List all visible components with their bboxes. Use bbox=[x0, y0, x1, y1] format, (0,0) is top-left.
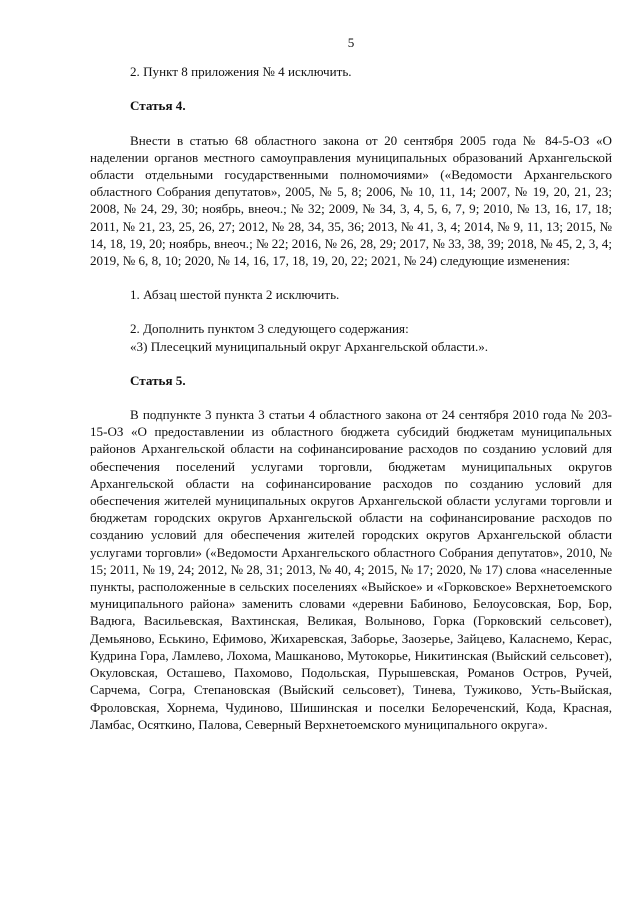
spacer bbox=[90, 303, 612, 320]
spacer bbox=[90, 115, 612, 132]
spacer bbox=[90, 269, 612, 286]
article-4-intro: Внести в статью 68 областного закона от 20 сентября 2005 года № 84-5-ОЗ «О наделении органов местного самоуправления муниципальных образований Архангельской области отдельными государственными полномочиями» («Ведомости Архангельского областного Собрания депутатов», 2005, № 5, 8; 2006, № 10, 11, 14; 2007, № 19, 20, 21, 23; 2008, № 24, 29, 30; ноябрь, внеоч.; № 32; 2009, № 34, 3, 4, 5, 6, 7, 9; 2010, № 13, 16, 17, 18; 2011, № 21, 23, 25, 26, 27; 2012, № 28, 34, 35, 36; 2013, № 41, 3, 4; 2014, № 9, 11, 13; 2015, № 14, 18, 19, 20; ноябрь, внеоч.; № 22; 2016, № 26, 28, 29; 2017, № 33, 38, 39; 2018, № 45, 2, 3, 4; 2019, № 6, 8, 10; 2020, № 14, 16, 17, 18, 19, 20, 22; 2021, № 24) следующие изменения: bbox=[90, 132, 612, 269]
article-5-body: В подпункте 3 пункта 3 статьи 4 областного закона от 24 сентября 2010 года № 203-15-ОЗ «О предоставлении из областного бюджета субсидий бюджетам муниципальных районов Архангельской области на софинансирование расходов по созданию условий для обеспечения поселений услугами торговли, бюджетам муниципальных округов Архангельской области на софинансирование расходов по созданию условий для обеспечения жителей муниципальных округов Архангельской области услугами торговли и бюджетам городских округов Архангельской области на софинансирование расходов по созданию условий для обеспечения жителей городских округов Архангельской области услугами торговли» («Ведомости Архангельского областного Собрания депутатов», 2010, № 15; 2011, № 19, 24; 2012, № 28, 31; 2013, № 40, 4; 2015, № 17; 2020, № 17) слова «населенные пункты, расположенные в сельских поселениях «Выйское» и «Горковское» Верхнетоемского муниципального района» заменить словами «деревни Бабиново, Белоусовская, Бор, Бор, Вадюга, Васильевская, Вахтинская, Великая, Волыново, Горка (Горковский сельсовет), Демьяново, Еськино, Ефимово, Жихаревская, Заборье, Заозерье, Зайцево, Каласнемо, Керас, Кудрина Гора, Ламлево, Лохома, Машканово, Мутокорье, Никитинская (Выйский сельсовет), Окуловская, Осташево, Пахомово, Подольская, Пурышевская, Романов Остров, Ручей, Сарчема, Согра, Степановская (Выйский сельсовет), Тинева, Тужиково, Усть-Выйская, Фроловская, Хорнема, Чудиново, Шишинская и поселки Белореченский, Кода, Красная, Ламбас, Осяткино, Палова, Северный Верхнетоемского муниципального округа». bbox=[90, 407, 612, 732]
article-4-heading: Статья 4. bbox=[130, 98, 186, 114]
spacer bbox=[90, 389, 612, 406]
spacer bbox=[90, 80, 612, 97]
article-4-item-1: 1. Абзац шестой пункта 2 исключить. bbox=[130, 287, 340, 303]
spacer bbox=[90, 355, 612, 372]
item-8-exclusion: 2. Пункт 8 приложения № 4 исключить. bbox=[130, 64, 352, 80]
article-4-item-2: 2. Дополнить пунктом 3 следующего содержания: bbox=[130, 321, 409, 337]
article-5-heading: Статья 5. bbox=[130, 372, 186, 388]
article-4-item-2-quote: «3) Плесецкий муниципальный округ Архангельской области.». bbox=[130, 338, 489, 354]
page-number: 5 bbox=[347, 35, 355, 50]
